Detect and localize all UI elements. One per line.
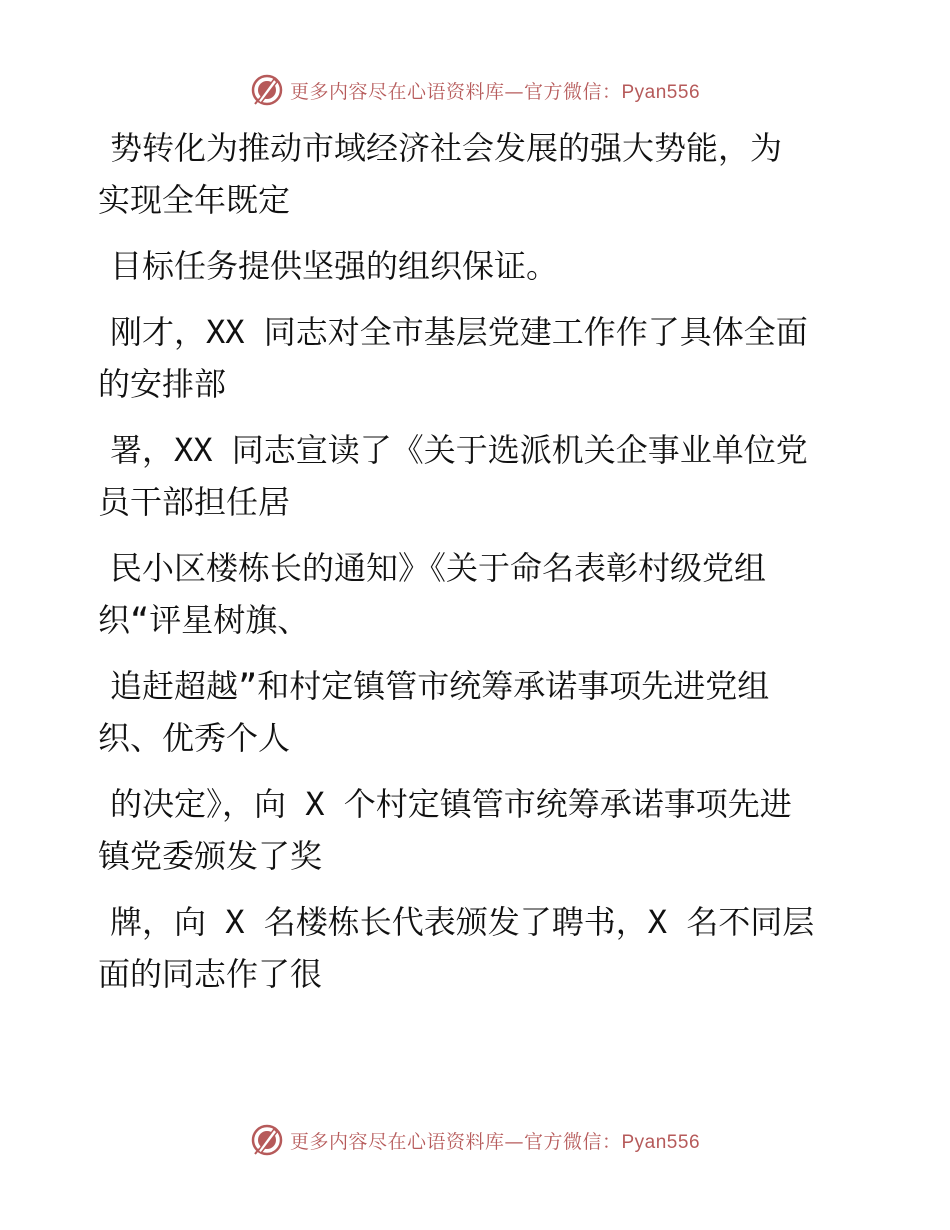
banner-separator: — xyxy=(504,80,524,103)
banner-suffix: 官方微信： xyxy=(523,1130,622,1153)
text-line: 织、优秀个人 xyxy=(98,719,291,757)
text-line: 署，XX 同志宣读了《关于选派机关企事业单位党 xyxy=(110,431,808,469)
banner-handle: Pyan556 xyxy=(621,1131,701,1153)
text-line: 实现全年既定 xyxy=(98,181,291,219)
banner-separator: — xyxy=(504,1130,524,1153)
text-line: 民小区楼栋长的通知》《关于命名表彰村级党组 xyxy=(110,549,767,587)
text-line: 目标任务提供坚强的组织保证。 xyxy=(110,247,559,285)
banner-suffix: 官方微信： xyxy=(523,80,622,103)
text-line: 牌，向 X 名楼栋长代表颁发了聘书，X 名不同层 xyxy=(110,903,815,941)
header-banner xyxy=(0,68,950,112)
banner-text xyxy=(290,77,700,104)
text-line: 追赶超越”和村定镇管市统筹承诺事项先进党组 xyxy=(110,667,770,705)
text-line: 势转化为推动市域经济社会发展的强大势能，为 xyxy=(110,129,783,167)
banner-title: 更多内容尽在心语资料库 xyxy=(289,80,505,103)
text-line: 的安排部 xyxy=(98,365,227,403)
text-line: 织“评星树旗、 xyxy=(98,601,310,639)
banner-text xyxy=(290,1127,700,1154)
banner-handle: Pyan556 xyxy=(621,81,701,103)
paragraph xyxy=(98,306,858,410)
quill-pen-logo-icon xyxy=(250,1123,284,1157)
text-line: 面的同志作了很 xyxy=(98,955,323,993)
text-line: 刚才，XX 同志对全市基层党建工作作了具体全面 xyxy=(110,313,808,351)
paragraph xyxy=(98,778,858,882)
paragraph xyxy=(98,542,858,646)
paragraph xyxy=(98,424,858,528)
quill-pen-logo-icon xyxy=(250,73,284,107)
paragraph xyxy=(98,660,858,764)
document-body xyxy=(98,122,858,1000)
paragraph xyxy=(98,896,858,1000)
banner-title: 更多内容尽在心语资料库 xyxy=(289,1130,505,1153)
text-line: 员干部担任居 xyxy=(98,483,291,521)
text-line: 的决定》，向 X 个村定镇管市统筹承诺事项先进 xyxy=(110,785,792,823)
text-line: 镇党委颁发了奖 xyxy=(98,837,323,875)
paragraph xyxy=(98,122,858,226)
footer-banner xyxy=(0,1118,950,1162)
paragraph xyxy=(98,240,858,292)
